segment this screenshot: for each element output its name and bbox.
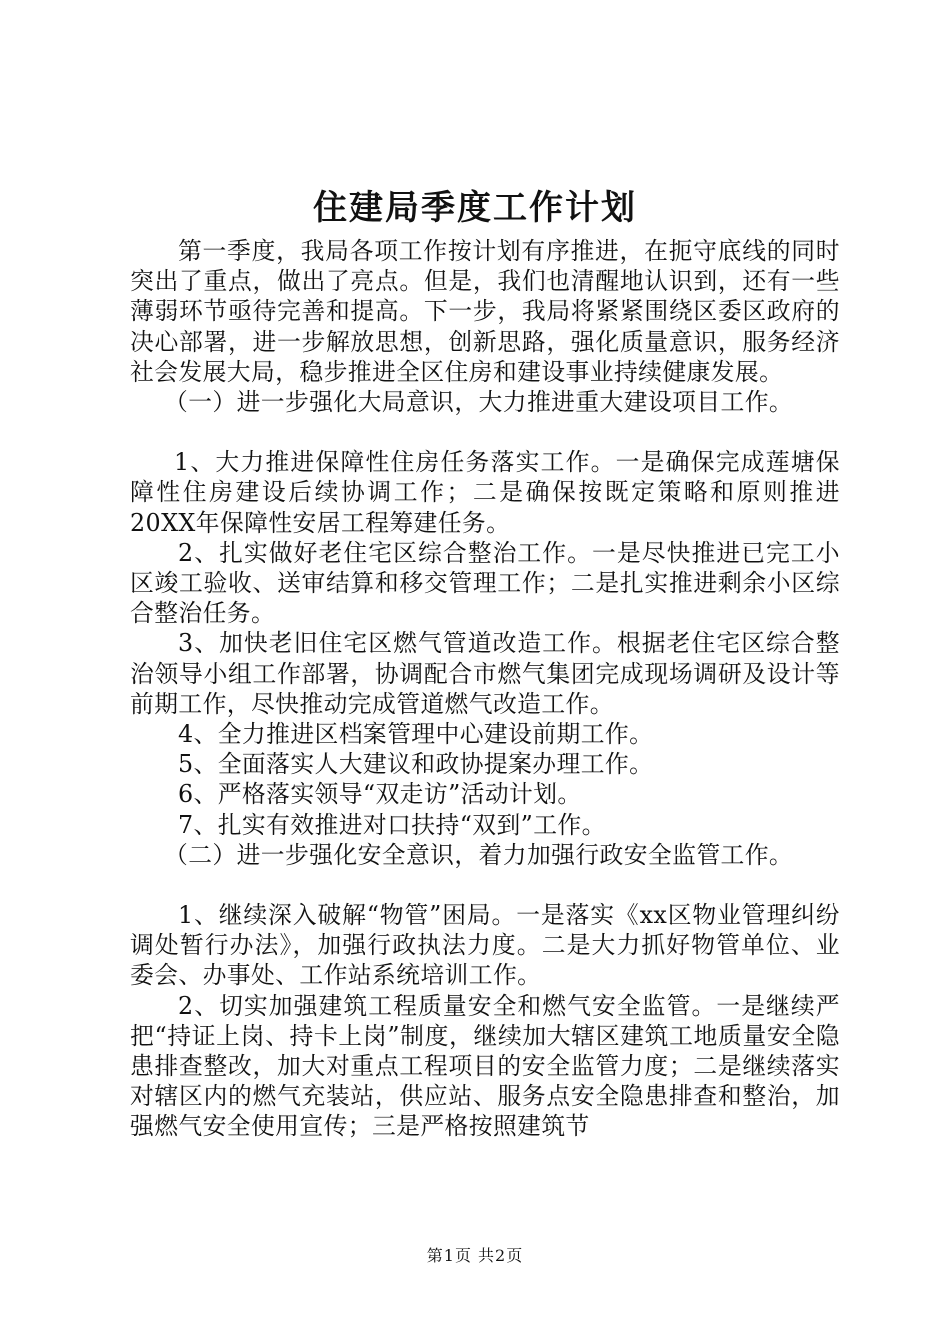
list-item: 1、大力推进保障性住房任务落实工作。一是确保完成莲塘保障性住房建设后续协调工作；二是确保按既定策略和原则推进20XX年保障性安居工程筹建任务。 [130,448,840,537]
page-footer: 第1页 共2页 [426,1246,524,1265]
intro-paragraph: 第一季度，我局各项工作按计划有序推进，在扼守底线的同时突出了重点，做出了亮点。但是，我们也清醒地认识到，还有一些薄弱环节亟待完善和提高。下一步，我局将紧紧围绕区委区政府的决心部署，进一步解放思想，创新思路，强化质量意识，服务经济社会发展大局，稳步推进全区住房和建设事业持续健康发展。 [130,237,840,386]
document-title: 住建局季度工作计划 [313,188,637,228]
list-item: 7、扎实有效推进对口扶持“双到”工作。 [178,810,606,839]
list-item: 5、全面落实人大建议和政协提案办理工作。 [178,750,654,779]
spacer [130,417,840,447]
document-body [130,236,840,1142]
section-heading-2: （二）进一步强化安全意识，着力加强行政安全监管工作。 [164,840,794,869]
list-item: 1、继续深入破解“物管”困局。一是落实《xx区物业管理纠纷调处暂行办法》，加强行政执法力度。二是大力抓好物管单位、业委会、办事处、工作站系统培训工作。 [130,901,840,990]
spacer [130,870,840,900]
list-item: 4、全力推进区档案管理中心建设前期工作。 [178,720,654,749]
list-item: 6、严格落实领导“双走访”活动计划。 [178,780,582,809]
list-item: 2、扎实做好老住宅区综合整治工作。一是尽快推进已完工小区竣工验收、送审结算和移交管理工作；二是扎实推进剩余小区综合整治任务。 [130,538,840,628]
list-item: 3、加快老旧住宅区燃气管道改造工作。根据老住宅区综合整治领导小组工作部署，协调配合市燃气集团完成现场调研及设计等前期工作，尽快推动完成管道燃气改造工作。 [130,629,840,718]
list-item: 2、切实加强建筑工程质量安全和燃气安全监管。一是继续严把“持证上岗、持卡上岗”制度，继续加大辖区建筑工地质量安全隐患排查整改，加大对重点工程项目的安全监管力度；二是继续落实对辖区内的燃气充装站，供应站、服务点安全隐患排查和整治，加强燃气安全使用宣传；三是严格按照建筑节 [130,991,840,1141]
section-heading-1: （一）进一步强化大局意识，大力推进重大建设项目工作。 [164,388,794,417]
